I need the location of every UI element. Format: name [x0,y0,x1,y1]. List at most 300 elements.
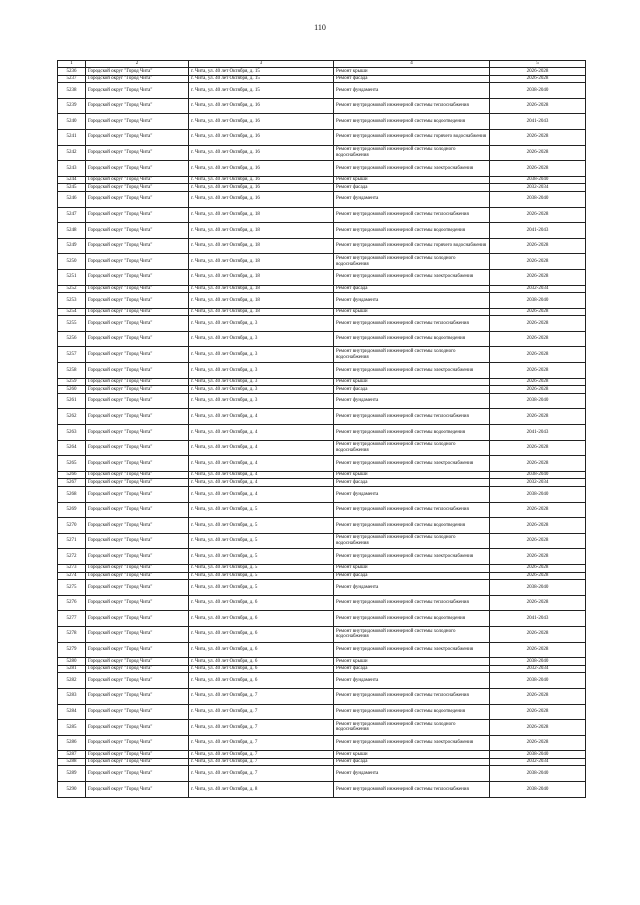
table-row [58,425,586,441]
table-row [58,595,586,611]
municipality-cell: Городской округ "Город Чита" [86,386,189,394]
table-row [58,238,586,254]
municipality-cell: Городской округ "Город Чита" [86,238,189,254]
address-cell: г. Чита, ул. 40 лет Октября, д. 15 [189,83,334,99]
municipality-cell: Городской округ "Город Чита" [86,363,189,379]
row-number: 5282 [58,673,86,689]
address-cell: г. Чита, ул. 40 лет Октября, д. 16 [189,184,334,192]
municipality-cell: Городской округ "Город Чита" [86,564,189,572]
period-cell: 2026-2028 [490,386,586,394]
period-cell: 2038-2040 [490,176,586,184]
period-cell: 2026-2028 [490,688,586,704]
period-cell: 2038-2040 [490,293,586,309]
table-row [58,658,586,666]
row-number: 5244 [58,176,86,184]
address-cell: г. Чита, ул. 40 лет Октября, д. 6 [189,626,334,642]
row-number: 5261 [58,393,86,409]
municipality-cell: Городской округ "Город Чита" [86,688,189,704]
municipality-cell: Городской округ "Город Чита" [86,285,189,293]
municipality-cell: Городской округ "Город Чита" [86,735,189,751]
work-type-cell: Ремонт фундамента [334,766,490,782]
row-number: 5280 [58,658,86,666]
municipality-cell: Городской округ "Город Чита" [86,502,189,518]
work-type-cell: Ремонт внутридомовой инженерной системы теплоснабжения [334,316,490,332]
municipality-cell: Городской округ "Город Чита" [86,580,189,596]
address-cell: г. Чита, ул. 40 лет Октября, д. 16 [189,129,334,145]
table-row [58,766,586,782]
address-cell: г. Чита, ул. 40 лет Октября, д. 4 [189,440,334,456]
row-number: 5237 [58,75,86,83]
address-cell: г. Чита, ул. 40 лет Октября, д. 3 [189,378,334,386]
municipality-cell: Городской округ "Город Чита" [86,479,189,487]
address-cell: г. Чита, ул. 40 лет Октября, д. 4 [189,409,334,425]
table-row [58,331,586,347]
municipality-cell: Городской округ "Город Чита" [86,704,189,720]
address-cell: г. Чита, ул. 40 лет Октября, д. 4 [189,487,334,503]
table-row [58,580,586,596]
table-row [58,751,586,759]
work-type-cell: Ремонт внутридомовой инженерной системы теплоснабжения [334,98,490,114]
work-type-cell: Ремонт внутридомовой инженерной системы водоотведения [334,518,490,534]
address-cell: г. Чита, ул. 40 лет Октября, д. 18 [189,293,334,309]
table-row [58,626,586,642]
row-number: 5236 [58,68,86,76]
row-number: 5284 [58,704,86,720]
municipality-cell: Городской округ "Город Чита" [86,161,189,177]
period-cell: 2038-2040 [490,766,586,782]
row-number: 5250 [58,254,86,270]
table-row [58,129,586,145]
table-row [58,269,586,285]
table-row [58,316,586,332]
work-type-cell: Ремонт внутридомовой инженерной системы холодного водоснабжения [334,440,490,456]
row-number: 5279 [58,642,86,658]
work-type-cell: Ремонт крыши [334,176,490,184]
row-number: 5278 [58,626,86,642]
municipality-cell: Городской округ "Город Чита" [86,758,189,766]
table-row [58,223,586,239]
municipality-cell: Городской округ "Город Чита" [86,254,189,270]
municipality-cell: Городской округ "Город Чита" [86,293,189,309]
address-cell: г. Чита, ул. 40 лет Октября, д. 6 [189,595,334,611]
row-number: 5238 [58,83,86,99]
period-cell: 2026-2028 [490,254,586,270]
row-number: 5289 [58,766,86,782]
work-type-cell: Ремонт внутридомовой инженерной системы водоотведения [334,425,490,441]
municipality-cell: Городской округ "Город Чита" [86,595,189,611]
row-number: 5267 [58,479,86,487]
municipality-cell: Городской округ "Город Чита" [86,269,189,285]
table-row [58,688,586,704]
period-cell: 2026-2028 [490,347,586,363]
period-cell: 2026-2028 [490,456,586,472]
work-type-cell: Ремонт фасада [334,386,490,394]
period-cell: 2026-2028 [490,378,586,386]
table-row [58,393,586,409]
address-cell: г. Чита, ул. 40 лет Октября, д. 6 [189,658,334,666]
municipality-cell: Городской округ "Город Чита" [86,75,189,83]
period-cell: 2026-2028 [490,363,586,379]
table-row [58,440,586,456]
municipality-cell: Городской округ "Город Чита" [86,308,189,316]
row-number: 5287 [58,751,86,759]
row-number: 5251 [58,269,86,285]
row-number: 5256 [58,331,86,347]
address-cell: г. Чита, ул. 40 лет Октября, д. 15 [189,68,334,76]
work-type-cell: Ремонт крыши [334,68,490,76]
period-cell: 2041-2043 [490,425,586,441]
period-cell: 2032-2034 [490,665,586,673]
address-cell: г. Чита, ул. 40 лет Октября, д. 18 [189,308,334,316]
municipality-cell: Городской округ "Город Чита" [86,456,189,472]
period-cell: 2026-2028 [490,572,586,580]
address-cell: г. Чита, ул. 40 лет Октября, д. 18 [189,285,334,293]
address-cell: г. Чита, ул. 40 лет Октября, д. 6 [189,642,334,658]
work-type-cell: Ремонт внутридомовой инженерной системы электроснабжения [334,363,490,379]
period-cell: 2038-2040 [490,751,586,759]
table-row [58,487,586,503]
municipality-cell: Городской округ "Город Чита" [86,378,189,386]
table-row [58,549,586,565]
municipality-cell: Городской округ "Город Чита" [86,518,189,534]
address-cell: г. Чита, ул. 40 лет Октября, д. 16 [189,145,334,161]
table-row [58,456,586,472]
period-cell: 2026-2028 [490,440,586,456]
table-row [58,720,586,736]
table-row [58,642,586,658]
table-row [58,572,586,580]
municipality-cell: Городской округ "Город Чита" [86,184,189,192]
address-cell: г. Чита, ул. 40 лет Октября, д. 7 [189,688,334,704]
work-type-cell: Ремонт крыши [334,471,490,479]
municipality-cell: Городской округ "Город Чита" [86,658,189,666]
period-cell: 2026-2028 [490,98,586,114]
table-row [58,161,586,177]
table-row [58,176,586,184]
work-type-cell: Ремонт внутридомовой инженерной системы теплоснабжения [334,595,490,611]
work-type-cell: Ремонт внутридомовой инженерной системы электроснабжения [334,269,490,285]
row-number: 5239 [58,98,86,114]
period-cell: 2032-2034 [490,184,586,192]
row-number: 5249 [58,238,86,254]
row-number: 5258 [58,363,86,379]
address-cell: г. Чита, ул. 40 лет Октября, д. 3 [189,331,334,347]
work-type-cell: Ремонт фасада [334,75,490,83]
table-row [58,98,586,114]
address-cell: г. Чита, ул. 40 лет Октября, д. 3 [189,316,334,332]
row-number: 5285 [58,720,86,736]
work-type-cell: Ремонт фасада [334,758,490,766]
row-number: 5252 [58,285,86,293]
row-number: 5264 [58,440,86,456]
address-cell: г. Чита, ул. 40 лет Октября, д. 5 [189,502,334,518]
table-row [58,704,586,720]
table-row [58,207,586,223]
row-number: 5281 [58,665,86,673]
period-cell: 2026-2028 [490,161,586,177]
table-row [58,386,586,394]
row-number: 5242 [58,145,86,161]
work-type-cell: Ремонт крыши [334,308,490,316]
municipality-cell: Городской округ "Город Чита" [86,145,189,161]
municipality-cell: Городской округ "Город Чита" [86,114,189,130]
municipality-cell: Городской округ "Город Чита" [86,393,189,409]
address-cell: г. Чита, ул. 40 лет Октября, д. 7 [189,766,334,782]
period-cell: 2038-2040 [490,487,586,503]
work-type-cell: Ремонт фундамента [334,673,490,689]
address-cell: г. Чита, ул. 40 лет Октября, д. 5 [189,549,334,565]
table-row [58,75,586,83]
table-row [58,782,586,798]
address-cell: г. Чита, ул. 40 лет Октября, д. 4 [189,479,334,487]
address-cell: г. Чита, ул. 40 лет Октября, д. 3 [189,347,334,363]
row-number: 5243 [58,161,86,177]
municipality-cell: Городской округ "Город Чита" [86,572,189,580]
period-cell: 2026-2028 [490,308,586,316]
work-type-cell: Ремонт крыши [334,658,490,666]
municipality-cell: Городской округ "Город Чита" [86,83,189,99]
period-cell: 2041-2043 [490,114,586,130]
address-cell: г. Чита, ул. 40 лет Октября, д. 6 [189,673,334,689]
address-cell: г. Чита, ул. 40 лет Октября, д. 5 [189,572,334,580]
row-number: 5253 [58,293,86,309]
row-number: 5277 [58,611,86,627]
address-cell: г. Чита, ул. 40 лет Октября, д. 16 [189,191,334,207]
period-cell: 2038-2040 [490,782,586,798]
address-cell: г. Чита, ул. 40 лет Октября, д. 18 [189,207,334,223]
row-number: 5271 [58,533,86,549]
municipality-cell: Городской округ "Город Чита" [86,98,189,114]
address-cell: г. Чита, ул. 40 лет Октября, д. 4 [189,456,334,472]
row-number: 5262 [58,409,86,425]
address-cell: г. Чита, ул. 40 лет Октября, д. 3 [189,363,334,379]
address-cell: г. Чита, ул. 40 лет Октября, д. 3 [189,386,334,394]
municipality-cell: Городской округ "Город Чита" [86,207,189,223]
address-cell: г. Чита, ул. 40 лет Октября, д. 5 [189,564,334,572]
page-number: 110 [314,23,326,32]
column-header: 4 [334,61,490,68]
row-number: 5274 [58,572,86,580]
period-cell: 2026-2028 [490,533,586,549]
period-cell: 2026-2028 [490,409,586,425]
table-row [58,184,586,192]
address-cell: г. Чита, ул. 40 лет Октября, д. 6 [189,665,334,673]
row-number: 5269 [58,502,86,518]
table-row [58,611,586,627]
work-type-cell: Ремонт внутридомовой инженерной системы теплоснабжения [334,409,490,425]
work-type-cell: Ремонт крыши [334,378,490,386]
period-cell: 2026-2028 [490,238,586,254]
work-type-cell: Ремонт внутридомовой инженерной системы горячего водоснабжения [334,238,490,254]
work-type-cell: Ремонт внутридомовой инженерной системы холодного водоснабжения [334,254,490,270]
work-type-cell: Ремонт внутридомовой инженерной системы водоотведения [334,223,490,239]
address-cell: г. Чита, ул. 40 лет Октября, д. 8 [189,782,334,798]
row-number: 5255 [58,316,86,332]
table-row [58,758,586,766]
municipality-cell: Городской округ "Город Чита" [86,533,189,549]
municipality-cell: Городской округ "Город Чита" [86,782,189,798]
period-cell: 2026-2028 [490,595,586,611]
table-header-row [58,61,586,68]
work-type-cell: Ремонт фасада [334,479,490,487]
period-cell: 2026-2028 [490,720,586,736]
address-cell: г. Чита, ул. 40 лет Октября, д. 5 [189,580,334,596]
row-number: 5254 [58,308,86,316]
address-cell: г. Чита, ул. 40 лет Октября, д. 16 [189,176,334,184]
municipality-cell: Городской округ "Город Чита" [86,316,189,332]
period-cell: 2041-2043 [490,611,586,627]
work-type-cell: Ремонт внутридомовой инженерной системы теплоснабжения [334,688,490,704]
work-type-cell: Ремонт внутридомовой инженерной системы горячего водоснабжения [334,129,490,145]
work-type-cell: Ремонт фундамента [334,83,490,99]
table-row [58,518,586,534]
municipality-cell: Городской округ "Город Чита" [86,673,189,689]
table-row [58,665,586,673]
period-cell: 2026-2028 [490,735,586,751]
period-cell: 2026-2028 [490,68,586,76]
municipality-cell: Городской округ "Город Чита" [86,751,189,759]
address-cell: г. Чита, ул. 40 лет Октября, д. 7 [189,758,334,766]
address-cell: г. Чита, ул. 40 лет Октября, д. 18 [189,223,334,239]
period-cell: 2026-2028 [490,502,586,518]
work-type-cell: Ремонт внутридомовой инженерной системы холодного водоснабжения [334,145,490,161]
period-cell: 2026-2028 [490,518,586,534]
municipality-cell: Городской округ "Город Чита" [86,626,189,642]
work-type-cell: Ремонт фасада [334,572,490,580]
period-cell: 2026-2028 [490,269,586,285]
capital-repair-table [57,60,586,798]
column-header: 2 [86,61,189,68]
municipality-cell: Городской округ "Город Чита" [86,191,189,207]
address-cell: г. Чита, ул. 40 лет Октября, д. 16 [189,98,334,114]
row-number: 5248 [58,223,86,239]
period-cell: 2032-2034 [490,479,586,487]
work-type-cell: Ремонт внутридомовой инженерной системы холодного водоснабжения [334,533,490,549]
row-number: 5240 [58,114,86,130]
row-number: 5273 [58,564,86,572]
period-cell: 2026-2028 [490,129,586,145]
work-type-cell: Ремонт внутридомовой инженерной системы водоотведения [334,331,490,347]
address-cell: г. Чита, ул. 40 лет Октября, д. 5 [189,518,334,534]
address-cell: г. Чита, ул. 40 лет Октября, д. 16 [189,161,334,177]
work-type-cell: Ремонт внутридомовой инженерной системы водоотведения [334,704,490,720]
table-row [58,285,586,293]
period-cell: 2038-2040 [490,393,586,409]
address-cell: г. Чита, ул. 40 лет Октября, д. 4 [189,471,334,479]
row-number: 5288 [58,758,86,766]
work-type-cell: Ремонт фундамента [334,191,490,207]
work-type-cell: Ремонт внутридомовой инженерной системы холодного водоснабжения [334,347,490,363]
period-cell: 2038-2040 [490,580,586,596]
period-cell: 2038-2040 [490,673,586,689]
municipality-cell: Городской округ "Город Чита" [86,331,189,347]
row-number: 5241 [58,129,86,145]
address-cell: г. Чита, ул. 40 лет Октября, д. 3 [189,393,334,409]
address-cell: г. Чита, ул. 40 лет Октября, д. 18 [189,269,334,285]
address-cell: г. Чита, ул. 40 лет Октября, д. 7 [189,735,334,751]
work-type-cell: Ремонт внутридомовой инженерной системы электроснабжения [334,642,490,658]
work-type-cell: Ремонт внутридомовой инженерной системы теплоснабжения [334,502,490,518]
row-number: 5290 [58,782,86,798]
municipality-cell: Городской округ "Город Чита" [86,471,189,479]
row-number: 5266 [58,471,86,479]
row-number: 5276 [58,595,86,611]
row-number: 5275 [58,580,86,596]
table-row [58,673,586,689]
row-number: 5259 [58,378,86,386]
column-header: 3 [189,61,334,68]
municipality-cell: Городской округ "Город Чита" [86,440,189,456]
municipality-cell: Городской округ "Город Чита" [86,176,189,184]
table-row [58,308,586,316]
work-type-cell: Ремонт внутридомовой инженерной системы теплоснабжения [334,782,490,798]
row-number: 5265 [58,456,86,472]
table-row [58,735,586,751]
row-number: 5247 [58,207,86,223]
work-type-cell: Ремонт фундамента [334,393,490,409]
municipality-cell: Городской округ "Город Чита" [86,665,189,673]
work-type-cell: Ремонт внутридомовой инженерной системы холодного водоснабжения [334,626,490,642]
period-cell: 2026-2028 [490,626,586,642]
table-row [58,533,586,549]
period-cell: 2026-2028 [490,75,586,83]
column-header: 5 [490,61,586,68]
table-row [58,68,586,76]
table-row [58,83,586,99]
work-type-cell: Ремонт внутридомовой инженерной системы электроснабжения [334,549,490,565]
period-cell: 2026-2028 [490,145,586,161]
period-cell: 2038-2040 [490,83,586,99]
work-type-cell: Ремонт фундамента [334,487,490,503]
municipality-cell: Городской округ "Город Чита" [86,68,189,76]
row-number: 5257 [58,347,86,363]
row-number: 5263 [58,425,86,441]
table-row [58,145,586,161]
table-row [58,471,586,479]
row-number: 5245 [58,184,86,192]
row-number: 5260 [58,386,86,394]
address-cell: г. Чита, ул. 40 лет Октября, д. 6 [189,611,334,627]
work-type-cell: Ремонт внутридомовой инженерной системы водоотведения [334,611,490,627]
row-number: 5270 [58,518,86,534]
municipality-cell: Городской округ "Город Чита" [86,129,189,145]
row-number: 5268 [58,487,86,503]
column-header: 1 [58,61,86,68]
period-cell: 2026-2028 [490,207,586,223]
table-row [58,254,586,270]
address-cell: г. Чита, ул. 40 лет Октября, д. 4 [189,425,334,441]
period-cell: 2026-2028 [490,564,586,572]
municipality-cell: Городской округ "Город Чита" [86,720,189,736]
row-number: 5272 [58,549,86,565]
table-row [58,502,586,518]
address-cell: г. Чита, ул. 40 лет Октября, д. 7 [189,751,334,759]
period-cell: 2032-2034 [490,758,586,766]
row-number: 5283 [58,688,86,704]
address-cell: г. Чита, ул. 40 лет Октября, д. 7 [189,704,334,720]
row-number: 5286 [58,735,86,751]
period-cell: 2041-2043 [490,223,586,239]
work-type-cell: Ремонт внутридомовой инженерной системы электроснабжения [334,735,490,751]
work-type-cell: Ремонт фасада [334,184,490,192]
address-cell: г. Чита, ул. 40 лет Октября, д. 18 [189,238,334,254]
work-type-cell: Ремонт фасада [334,285,490,293]
work-type-cell: Ремонт фасада [334,665,490,673]
period-cell: 2038-2040 [490,471,586,479]
work-type-cell: Ремонт внутридомовой инженерной системы водоотведения [334,114,490,130]
municipality-cell: Городской округ "Город Чита" [86,549,189,565]
table-row [58,347,586,363]
